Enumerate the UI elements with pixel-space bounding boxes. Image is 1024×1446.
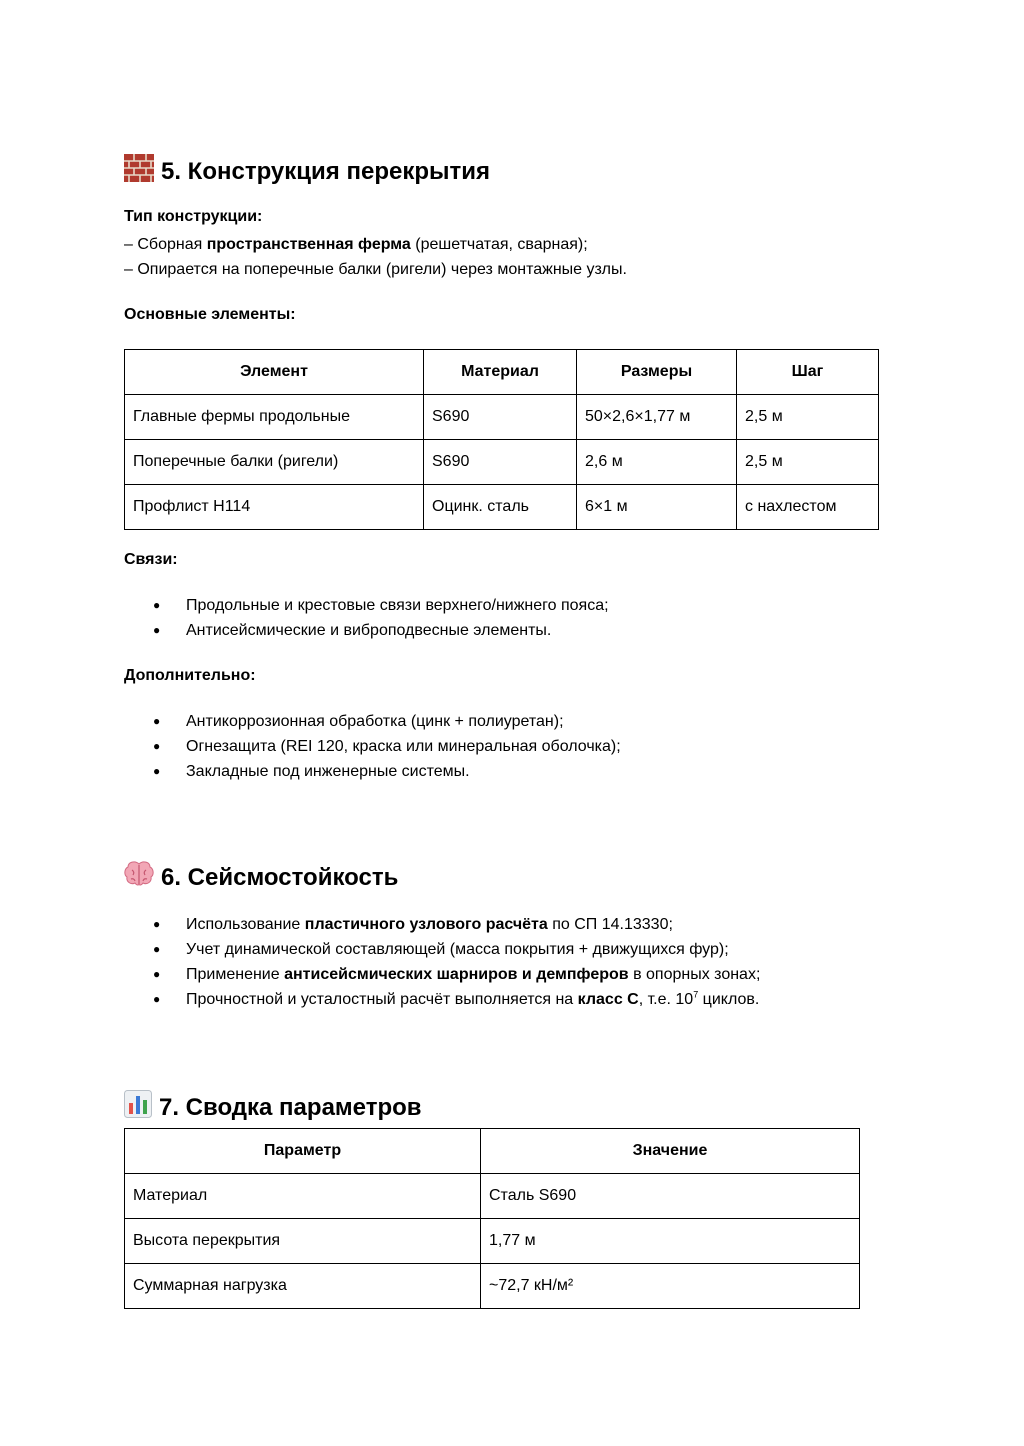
- bar-chart-icon: [124, 1090, 152, 1125]
- column-header: Размеры: [577, 350, 737, 395]
- item-text: Прочностной и усталостный расчёт выполняется на: [186, 991, 578, 1008]
- line-1-bold: пространственная ферма: [206, 236, 411, 253]
- table-cell: S690: [424, 395, 577, 440]
- column-header: Шаг: [737, 350, 879, 395]
- additional-list: [124, 709, 621, 784]
- item-text: Использование: [186, 916, 305, 933]
- list-item: ● Антикоррозионная обработка (цинк + полиуретан);: [124, 709, 621, 734]
- seismic-list: [124, 912, 760, 1012]
- item-text: Применение: [186, 966, 285, 983]
- table-row: [125, 1174, 860, 1219]
- section-7-heading: [124, 1090, 422, 1125]
- line-1-text: – Сборная: [124, 236, 207, 253]
- table-cell: ~72,7 кН/м²: [481, 1264, 860, 1309]
- table-cell: Суммарная нагрузка: [125, 1264, 481, 1309]
- list-item: [124, 987, 760, 1012]
- list-item: [124, 962, 760, 987]
- table-row: [125, 1219, 860, 1264]
- item-bold: пластичного узлового расчёта: [304, 916, 548, 933]
- exponent: 7: [693, 989, 699, 1000]
- table-cell: Высота перекрытия: [125, 1219, 481, 1264]
- links-label: Связи:: [124, 551, 178, 568]
- item-tail: , т.е. 10: [638, 991, 694, 1008]
- main-elements-label: Основные элементы:: [124, 306, 296, 323]
- table-cell: Поперечные балки (ригели): [125, 440, 424, 485]
- list-item: ● Продольные и крестовые связи верхнего/нижнего пояса;: [124, 593, 609, 618]
- table-row: [125, 1264, 860, 1309]
- brick-icon: [124, 153, 154, 190]
- section-6-heading: [124, 860, 398, 895]
- item-end: циклов.: [698, 991, 760, 1008]
- section-7-title: 7. Сводка параметров: [159, 1093, 422, 1121]
- list-item: ● Учет динамической составляющей (масса покрытия + движущихся фур);: [124, 937, 760, 962]
- item-tail: по СП 14.13330;: [547, 916, 673, 933]
- section-6-title: 6. Сейсмостойкость: [161, 863, 399, 891]
- item-bold: класс С: [577, 991, 639, 1008]
- column-header: Значение: [481, 1129, 860, 1174]
- list-item: [124, 912, 760, 937]
- construction-type-label: Тип конструкции:: [124, 208, 263, 225]
- table-cell: Профлист Н114: [125, 485, 424, 530]
- links-list: [124, 593, 609, 643]
- table-cell: Оцинк. сталь: [424, 485, 577, 530]
- column-header: Элемент: [125, 350, 424, 395]
- table-cell: 2,6 м: [577, 440, 737, 485]
- table-row: [125, 485, 879, 530]
- table-cell: Главные фермы продольные: [125, 395, 424, 440]
- column-header: Материал: [424, 350, 577, 395]
- construction-type-line-1: [124, 232, 588, 257]
- list-item: ● Закладные под инженерные системы.: [124, 759, 621, 784]
- table-header-row: [125, 1129, 860, 1174]
- table-cell: Сталь S690: [481, 1174, 860, 1219]
- item-bold: антисейсмических шарниров и демпферов: [284, 966, 629, 983]
- table-header-row: [125, 350, 879, 395]
- list-item: ● Антисейсмические и виброподвесные элементы.: [124, 618, 609, 643]
- table-cell: 2,5 м: [737, 395, 879, 440]
- table-row: [125, 440, 879, 485]
- table-cell: 2,5 м: [737, 440, 879, 485]
- summary-table: [124, 1128, 860, 1309]
- table-cell: 6×1 м: [577, 485, 737, 530]
- elements-table: [124, 349, 879, 530]
- column-header: Параметр: [125, 1129, 481, 1174]
- brain-icon: [124, 860, 154, 895]
- table-row: [125, 395, 879, 440]
- table-cell: 1,77 м: [481, 1219, 860, 1264]
- section-5-title: 5. Конструкция перекрытия: [161, 157, 491, 185]
- table-cell: с нахлестом: [737, 485, 879, 530]
- construction-type-line-2: – Опирается на поперечные балки (ригели) через монтажные узлы.: [124, 261, 627, 278]
- section-5-heading: [124, 153, 490, 190]
- list-item: ● Огнезащита (REI 120, краска или минеральная оболочка);: [124, 734, 621, 759]
- item-tail: в опорных зонах;: [628, 966, 761, 983]
- table-cell: Материал: [125, 1174, 481, 1219]
- table-cell: 50×2,6×1,77 м: [577, 395, 737, 440]
- table-cell: S690: [424, 440, 577, 485]
- additional-label: Дополнительно:: [124, 667, 256, 684]
- line-1-tail: (решетчатая, сварная);: [410, 236, 588, 253]
